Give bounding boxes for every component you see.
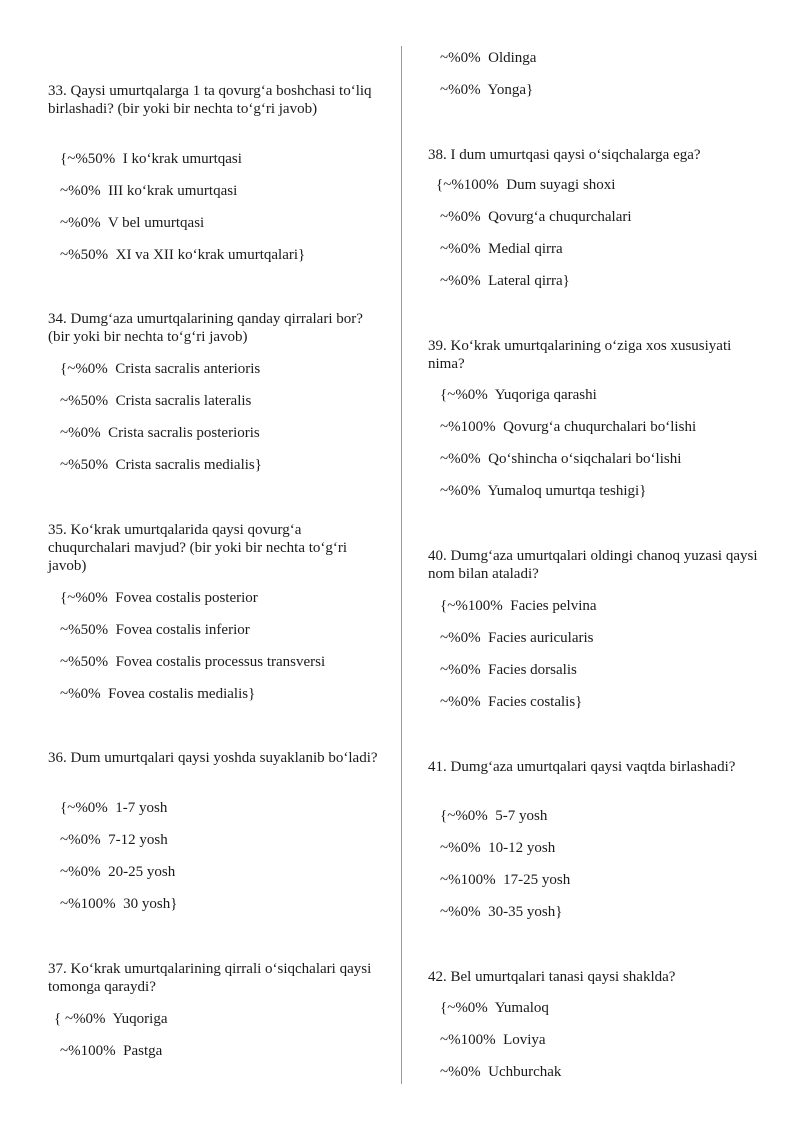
answer-option: {~%100% Facies pelvina (440, 598, 597, 614)
answer-option: {~%0% Fovea costalis posterior (60, 590, 258, 606)
question-text: 42. Bel umurtqalari tanasi qaysi shaklda? (428, 969, 676, 985)
answer-option: ~%100% Qovurg‘a chuqurchalari bo‘lishi (440, 419, 697, 435)
answer-option: ~%0% 7-12 yosh (60, 832, 168, 848)
question-text: 40. Dumg‘aza umurtqalari oldingi chanoq yuzasi qaysi nom bilan ataladi? (428, 548, 758, 582)
question-text: 41. Dumg‘aza umurtqalari qaysi vaqtda birlashadi? (428, 759, 736, 775)
answer-option: ~%0% Qo‘shincha o‘siqchalari bo‘lishi (440, 451, 682, 467)
answer-option: {~%0% 1-7 yosh (60, 800, 168, 816)
question-text: 34. Dumg‘aza umurtqalarining qanday qirralari bor? (bir yoki bir nechta to‘g‘ri javob) (48, 311, 363, 345)
answer-option: ~%0% Yonga} (440, 82, 534, 98)
answer-option: ~%50% Fovea costalis processus transversi (60, 654, 326, 670)
question-text: 37. Ko‘krak umurtqalarining qirrali o‘siqchalari qaysi tomonga qaraydi? (48, 961, 372, 995)
answer-option: ~%50% Fovea costalis inferior (60, 622, 250, 638)
answer-option: ~%0% 20-25 yosh (60, 864, 176, 880)
answer-option: {~%50% I ko‘krak umurtqasi (60, 151, 242, 167)
question-text: 38. I dum umurtqasi qaysi o‘siqchalarga ega? (428, 147, 701, 163)
answer-option: ~%0% Qovurg‘a chuqurchalari (440, 209, 632, 225)
answer-option: ~%100% 17-25 yosh (440, 872, 571, 888)
answer-option: ~%0% Lateral qirra} (440, 273, 570, 289)
answer-option: ~%0% Fovea costalis medialis} (60, 686, 256, 702)
answer-option: ~%0% Medial qirra (440, 241, 563, 257)
answer-option: ~%0% Oldinga (440, 50, 537, 66)
answer-option: ~%0% V bel umurtqasi (60, 215, 205, 231)
answer-option: ~%0% Facies dorsalis (440, 662, 577, 678)
answer-option: ~%0% Uchburchak (440, 1064, 562, 1080)
answer-option: ~%0% Yumaloq umurtqa teshigi} (440, 483, 647, 499)
question-text: 35. Ko‘krak umurtqalarida qaysi qovurg‘a chuqurchalari mavjud? (bir yoki bir nechta to‘g‘ri javob) (48, 522, 348, 574)
answer-option: {~%0% Crista sacralis anterioris (60, 361, 261, 377)
answer-option: {~%0% 5-7 yosh (440, 808, 548, 824)
answer-option: {~%100% Dum suyagi shoxi (436, 177, 616, 193)
answer-option: {~%0% Yuqoriga qarashi (440, 387, 597, 403)
answer-option: ~%50% XI va XII ko‘krak umurtqalari} (60, 247, 306, 263)
answer-option: ~%0% Crista sacralis posterioris (60, 425, 260, 441)
column-divider (401, 46, 402, 1084)
question-text: 36. Dum umurtqalari qaysi yoshda suyaklanib bo‘ladi? (48, 750, 378, 766)
answer-option: ~%100% Pastga (60, 1043, 163, 1059)
answer-option: ~%50% Crista sacralis medialis} (60, 457, 262, 473)
answer-option: ~%100% 30 yosh} (60, 896, 178, 912)
answer-option: ~%0% Facies auricularis (440, 630, 594, 646)
answer-option: { ~%0% Yuqoriga (54, 1011, 168, 1027)
answer-option: ~%100% Loviya (440, 1032, 546, 1048)
answer-option: ~%50% Crista sacralis lateralis (60, 393, 252, 409)
answer-option: {~%0% Yumaloq (440, 1000, 549, 1016)
answer-option: ~%0% III ko‘krak umurtqasi (60, 183, 238, 199)
answer-option: ~%0% 30-35 yosh} (440, 904, 563, 920)
question-text: 33. Qaysi umurtqalarga 1 ta qovurg‘a boshchasi to‘liq birlashadi? (bir yoki bir nechta to‘g‘ri javob) (48, 83, 372, 117)
answer-option: ~%0% 10-12 yosh (440, 840, 556, 856)
question-text: 39. Ko‘krak umurtqalarining o‘ziga xos xususiyati nima? (428, 338, 732, 372)
answer-option: ~%0% Facies costalis} (440, 694, 583, 710)
